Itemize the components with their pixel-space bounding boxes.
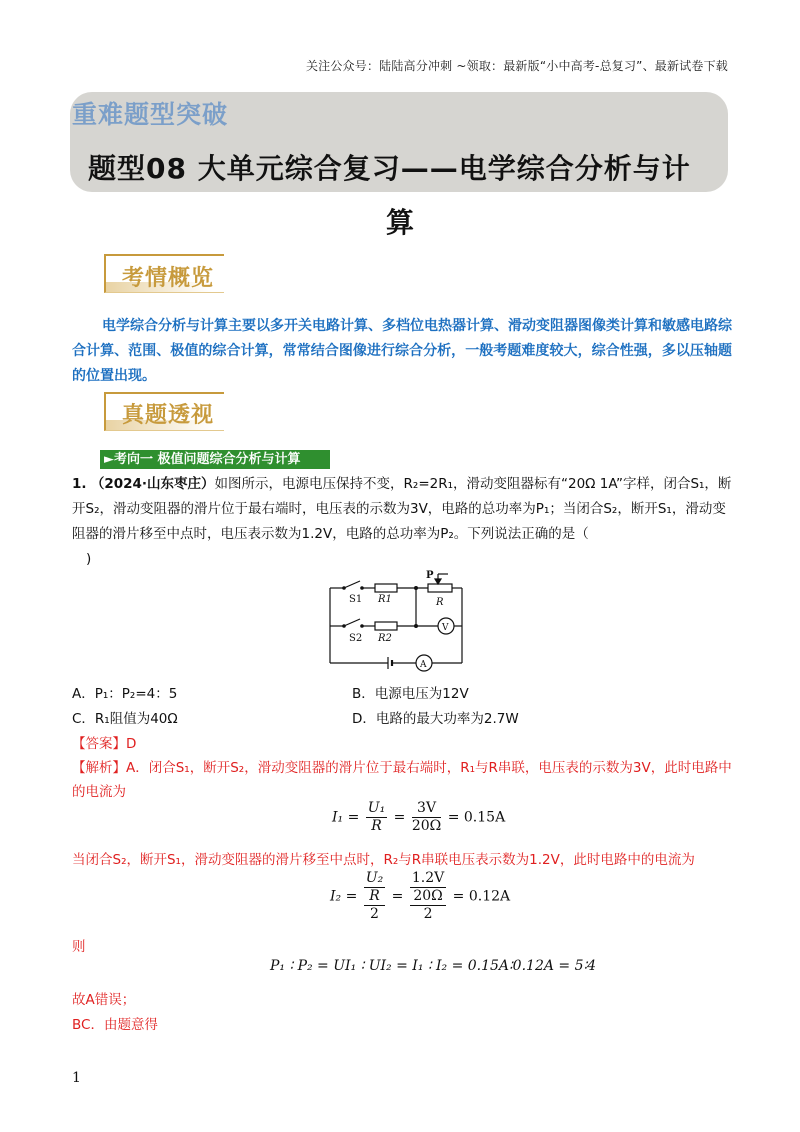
option-d: D．电路的最大功率为2.7W [352,711,519,727]
rheostat-label: R [436,597,444,608]
resistor-r1-label: R1 [378,594,392,605]
answer-line: 【答案】D [72,736,137,752]
analysis-then: 则 [72,939,86,955]
section-heading-real: 真题透视 [122,403,215,428]
page-title: 题型08 大单元综合复习——电学综合分析与计 [88,152,691,185]
question-1 [72,472,732,572]
slider-label: P [426,570,434,581]
rheostat-r [428,584,452,592]
question-source: （2024·山东枣庄） [90,476,215,492]
resistor-r2-label: R2 [378,633,392,644]
question-close-paren: ) [86,551,92,567]
question-number: 1. [72,476,87,492]
equation-1: I₁ = $\frac{\text{U₁}}{R}$ = $\frac{3V}{20\Omega}$ = 0.15A [332,800,506,834]
ammeter-label: A [420,660,427,670]
analysis-intro: 【解析】A．闭合S₁，断开S₂，滑动变阻器的滑片位于最右端时，R₁与R串联，电压表的示数为3V，此时电路中的电流为 [72,760,732,800]
circuit-diagram [320,568,470,672]
option-b: B．电源电压为12V [352,686,469,702]
switch-s1-label: S1 [349,594,363,605]
analysis-mid: 当闭合S₂，断开S₁，滑动变阻器的滑片移至中点时，R₂与R串联电压表示数为1.2V，此时电路中的电流为 [72,852,695,868]
page-number: 1 [72,1070,81,1086]
equation-3: P₁ ∶ P₂ = UI₁ ∶ UI₂ = I₁ ∶ I₂ = 0.15A∶0.12A = 5∶4 [270,958,597,974]
header-note: 关注公众号：陆陆高分冲刺 ~领取：最新版“小中高考-总复习”、最新试卷下载 [305,59,728,73]
option-a: A．P₁：P₂=4：5 [72,686,178,702]
analysis-wrong-a: 故A错误； [72,992,136,1008]
resistor-r2 [375,622,397,630]
switch-s2-label: S2 [349,633,363,644]
banner-subtitle: 重难题型突破 [72,100,229,129]
switch-s1-blade [344,581,360,588]
voltmeter-label: V [442,623,449,633]
section-heading-overview: 考情概览 [122,266,215,291]
page-title-continued: 算 [385,206,414,239]
topic-label: ►考向一 极值问题综合分析与计算 [100,450,330,469]
resistor-r1 [375,584,397,592]
overview-paragraph: 电学综合分析与计算主要以多开关电路计算、多档位电热器计算、滑动变阻器图像类计算和敏感电路综合计算、范围、极值的综合计算，常常结合图像进行综合分析，一般考题难度较大，综合性强，多以压轴题的位置出现。 [72,318,732,384]
switch-s2-blade [344,619,360,626]
option-c: C．R₁阻值为40Ω [72,711,178,727]
analysis-bc: BC．由题意得 [72,1017,158,1033]
question-text: 如图所示，电源电压保持不变，R₂=2R₁，滑动变阻器标有“20Ω 1A”字样，闭合S₁，断开S₂，滑动变阻器的滑片位于最右端时，电压表的示数为3V，电路的总功率为P₁；当闭合S₂，断开S₁，滑动变阻器的滑片移至中点时，电压表示数为1.2V，电路的总功率为P₂。下列说法正确的是（ [72,476,732,542]
equation-2: I₂ = U₂ R 2 = 1.2V 20Ω 2 = 0.12A [330,870,511,922]
